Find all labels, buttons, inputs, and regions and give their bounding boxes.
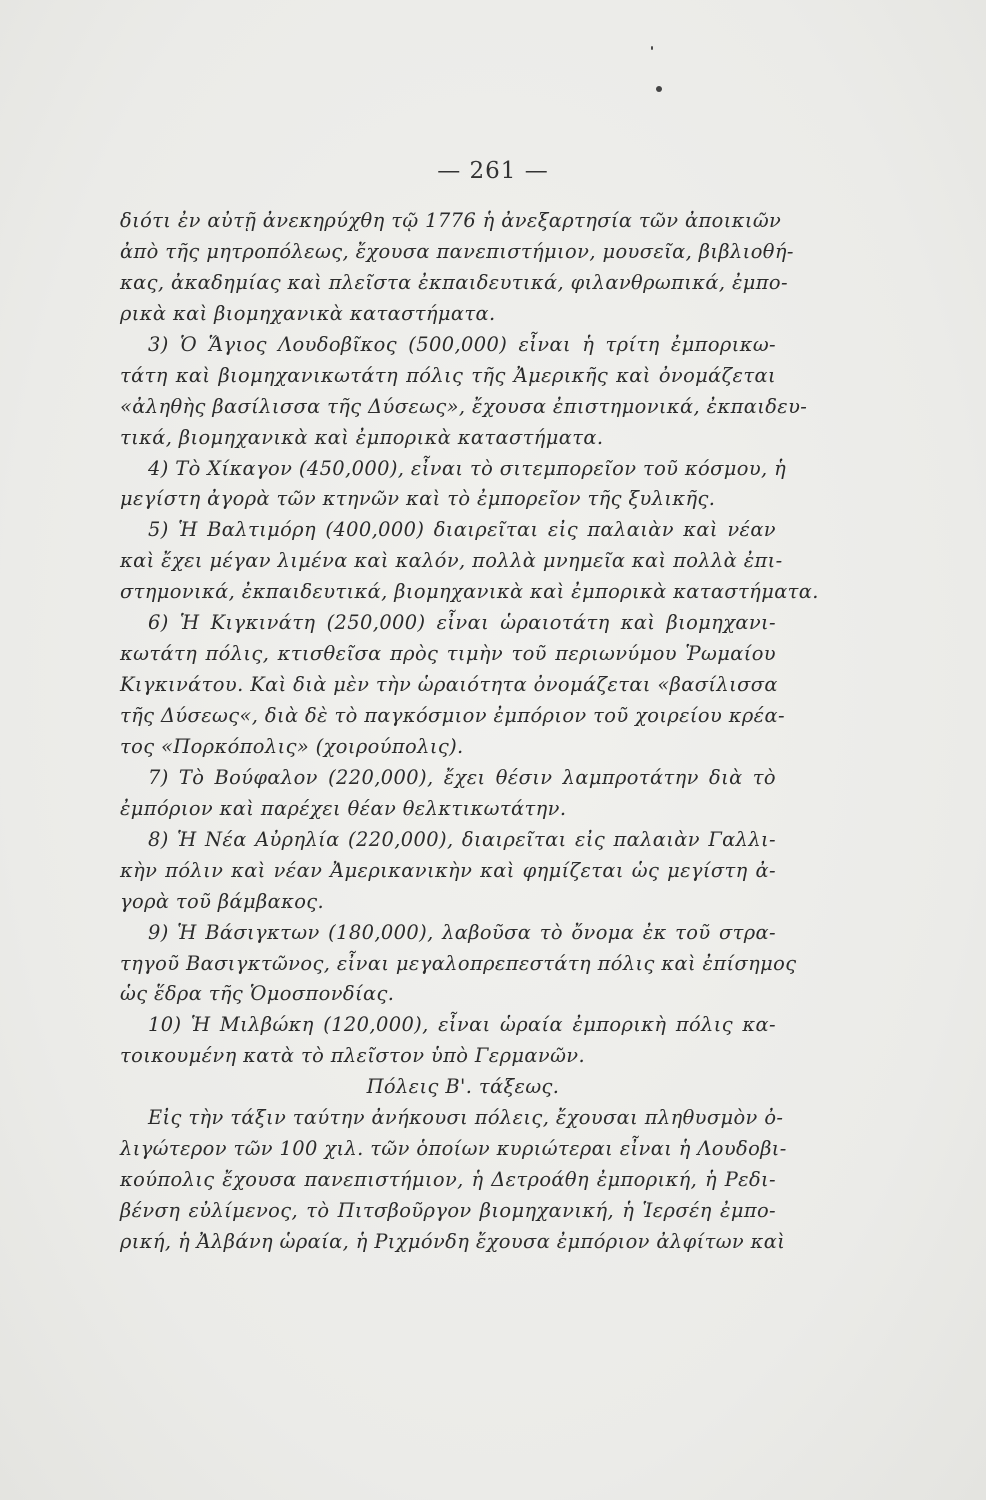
text-line: 10) Ἡ Μιλβώκη (120,000), εἶναι ὡραία ἐμπορικὴ πόλις κα- (148, 1013, 776, 1037)
body-text (120, 206, 819, 1258)
text-line: διότι ἐν αὐτῇ ἀνεκηρύχθη τῷ 1776 ἡ ἀνεξαρτησία τῶν ἀποικιῶν (120, 209, 782, 232)
text-line: στημονικά, ἐκπαιδευτικά, βιομηχανικὰ καὶ ἐμπορικὰ καταστήματα. (120, 580, 819, 604)
text-line: 9) Ἡ Βάσιγκτων (180,000), λαβοῦσα τὸ ὄνομα ἐκ τοῦ στρα- (148, 920, 776, 944)
text-line: γορὰ τοῦ βάμβακος. (120, 889, 325, 913)
text-line: τηγοῦ Βασιγκτῶνος, εἶναι μεγαλοπρεπεστάτη πόλις καὶ ἐπίσημος (120, 951, 797, 975)
page-number: — 261 — (437, 158, 549, 184)
text-line: μεγίστη ἀγορὰ τῶν κτηνῶν καὶ τὸ ἐμπορεῖον τῆς ξυλικῆς. (120, 487, 716, 511)
text-line: Κιγκινάτου. Καὶ διὰ μὲν τὴν ὡραιότητα ὀνομάζεται «βασίλισσα (120, 673, 778, 697)
text-line: κωτάτη πόλις, κτισθεῖσα πρὸς τιμὴν τοῦ περιωνύμου Ῥωμαίου (120, 642, 776, 666)
text-line: τάτη καὶ βιομηχανικωτάτη πόλις τῆς Ἀμερικῆς καὶ ὀνομάζεται (120, 363, 776, 387)
section-heading: Πόλεις Β'. τάξεως. (366, 1075, 560, 1099)
text-line: κας, ἀκαδημίας καὶ πλεῖστα ἐκπαιδευτικά, φιλανθρωπικά, ἐμπο- (120, 270, 788, 294)
text-line: λιγώτερον τῶν 100 χιλ. τῶν ὁποίων κυριώτεραι εἶναι ἡ Λουδοβι- (120, 1137, 787, 1161)
text-line: τῆς Δύσεως«, διὰ δὲ τὸ παγκόσμιον ἐμπόριον τοῦ χοιρείου κρέα- (120, 704, 785, 727)
text-line: ἐμπόριον καὶ παρέχει θέαν θελκτικωτάτην. (120, 796, 567, 820)
ink-speck (651, 46, 653, 50)
text-line: 8) Ἡ Νέα Αὐρηλία (220,000), διαιρεῖται εἰς παλαιὰν Γαλλι- (148, 827, 776, 851)
text-line: 3) Ὁ Ἅγιος Λουδοβῖκος (500,000) εἶναι ἡ τρίτη ἐμπορικω- (148, 332, 776, 356)
text-line: 6) Ἡ Κιγκινάτη (250,000) εἶναι ὡραιοτάτη καὶ βιομηχανι- (148, 611, 776, 635)
text-line: τικά, βιομηχανικὰ καὶ ἐμπορικὰ καταστήματα. (120, 425, 604, 449)
text-line: ὡς ἕδρα τῆς Ὁμοσπονδίας. (120, 982, 395, 1006)
ink-speck (656, 86, 662, 92)
text-line: «ἀληθὴς βασίλισσα τῆς Δύσεως», ἔχουσα ἐπιστημονικά, ἐκπαιδευ- (120, 394, 808, 418)
text-line: καὶ ἔχει μέγαν λιμένα καὶ καλόν, πολλὰ μνημεῖα καὶ πολλὰ ἐπι- (120, 549, 783, 573)
text-line: 4) Τὸ Χίκαγον (450,000), εἶναι τὸ σιτεμπορεῖον τοῦ κόσμου, ἡ (148, 456, 787, 480)
text-line: κὴν πόλιν καὶ νέαν Ἀμερικανικὴν καὶ φημίζεται ὡς μεγίστη ἀ- (120, 858, 776, 882)
text-line: Εἰς τὴν τάξιν ταύτην ἀνήκουσι πόλεις, ἔχουσαι πληθυσμὸν ὀ- (148, 1106, 784, 1130)
text-line: βένση εὐλίμενος, τὸ Πιτσβοῦργον βιομηχανική, ἡ Ἱερσέη ἐμπο- (120, 1199, 776, 1222)
text-line: 7) Τὸ Βούφαλον (220,000), ἔχει θέσιν λαμπροτάτην διὰ τὸ (148, 765, 776, 789)
text-line: ρικὰ καὶ βιομηχανικὰ καταστήματα. (120, 301, 496, 325)
text-line: τος «Πορκόπολις» (χοιρούπολις). (120, 734, 464, 758)
text-line: 5) Ἡ Βαλτιμόρη (400,000) διαιρεῖται εἰς παλαιὰν καὶ νέαν (148, 518, 776, 542)
text-line: κούπολις ἔχουσα πανεπιστήμιον, ἡ Δετροάθη ἐμπορική, ἡ Ρεδι- (120, 1168, 776, 1192)
text-line: τοικουμένη κατὰ τὸ πλεῖστον ὑπὸ Γερμανῶν. (120, 1044, 586, 1068)
text-line: ἀπὸ τῆς μητροπόλεως, ἔχουσα πανεπιστήμιον, μουσεῖα, βιβλιοθή- (120, 239, 794, 263)
text-line: ρική, ἡ Ἀλβάνη ὡραία, ἡ Ριχμόνδη ἔχουσα ἐμπόριον ἀλφίτων καὶ (120, 1229, 786, 1253)
